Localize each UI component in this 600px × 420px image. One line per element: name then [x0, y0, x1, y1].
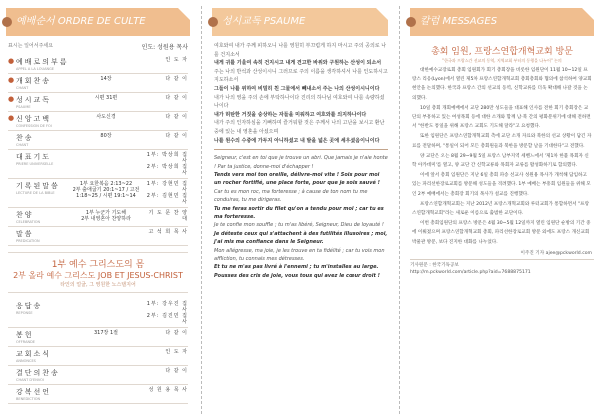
order-detail: 1부 요한복음 2:13~22 2부 출애굽기 20:1~17 / 고전 1:18~25 / 시편 19:1~14	[72, 181, 140, 199]
order-detail: 사도신경	[96, 114, 116, 120]
order-leader: 다 같 이	[165, 133, 188, 139]
order-label-ko: 강복선언	[16, 388, 52, 396]
order-row	[8, 55, 188, 74]
order-of-worship-column	[0, 0, 196, 420]
psalm-verse-fr: Car tu es mon roc, ma forteresse ; à cause de ton nom tu me conduiras, tu me dirigeras.	[214, 188, 368, 204]
order-row	[8, 74, 188, 93]
bullet-icon: ●	[8, 95, 15, 103]
order-leader: 성 원 용 목 사	[148, 387, 188, 393]
order-label	[16, 229, 68, 243]
order-label-fr: BENEDICTION	[16, 397, 41, 401]
order-label	[16, 368, 68, 382]
order-label	[16, 114, 68, 128]
order-detail: 80장	[100, 133, 112, 139]
order-label-ko: 결단의찬송	[16, 369, 60, 377]
order-label	[16, 387, 68, 401]
order-label	[16, 76, 68, 90]
psalm-divider	[214, 149, 388, 150]
order-leader: 다 같 이	[165, 95, 188, 101]
header-dot-icon	[406, 17, 416, 27]
order-label-ko: 개회찬송	[16, 77, 52, 85]
order-leader: 기 도 문 찬 양 대	[148, 210, 188, 222]
order-header-title: 예배순서 ORDRE DE CULTE	[16, 16, 146, 27]
order-label-fr: OFFRANDE	[16, 340, 35, 344]
order-label-fr: REPONSE	[16, 311, 33, 315]
psalm-column	[206, 0, 394, 420]
order-detail: 317장 1절	[94, 330, 118, 336]
order-label	[16, 210, 68, 224]
article-paragraph: 대한예수교장로회 총회 임원회가 회기 총회장을 비롯한 임원단이 11월 10~12일 프랑스 리옹(Lyon)에서 열린 제5차 프랑스연합개혁교회 총회총회와 협의에 참석하여 양교회 현안을 논의했다. 한국과 프랑스 간의 선교의 동역, 신학교류를 더욱 확대해 나갈 것을 논의했다.	[412, 68, 592, 101]
psalm-verse-fr: Tends vers moi ton oreille, délivre-moi vite ! Sois pour moi un rocher fortifié, une place forte, pour que je sois sauvé !	[214, 171, 380, 187]
psalm-verse-fr: Et tu ne m'as pas livré à l'ennemi ; tu m'installes au large. Pousses des cris de joie, vous tous qui avez le cœur droit !	[214, 264, 380, 279]
psalm-verse-fr: Je déteste ceux qui s'attachent à des futilités illusoires ; moi, j'ai mis ma confiance dans le Seigneur.	[214, 230, 388, 246]
preacher-label: 인도: 성원용 목사	[141, 44, 188, 51]
order-label-fr: CONFESSION DE FOI	[16, 124, 52, 128]
order-leader: 다 같 이	[165, 330, 188, 336]
header-corner	[376, 8, 388, 20]
psalm-verse-fr: Seigneur, c'est en toi que je trouve un abri. Que jamais je n'aie honte ! Par ta justice, donne-moi d'échapper !	[214, 155, 388, 170]
header-corner	[178, 8, 190, 20]
order-leader: 인 도 자	[165, 349, 188, 355]
order-subhead	[8, 42, 188, 51]
order-leader: 다 같 이	[165, 76, 188, 82]
article-paragraph: 또한 임원단은 프랑스연합개혁교회 측에 교단 소개 자료와 북한의 선교 상황이 담긴 자료를 전달하며, "통일이 되어 모든 총회원들과 북한을 방문할 날을 기대한다"고 전했다.	[412, 134, 592, 149]
bullet-icon: ●	[8, 57, 15, 65]
order-label-ko: 봉헌	[16, 331, 34, 339]
order-label-fr: CELEBRATION	[16, 220, 41, 224]
psalm-verse-ko: 내가 허탄한 거짓을 숭상하는 자들을 미워하고 여호와를 의지하나이다	[214, 111, 367, 118]
psalm-verse-ko: 내게 귀를 기울여 속히 건지시고 내게 견고한 바위와 구원하는 산성이 되소서	[214, 60, 382, 67]
psalm-verse-fr: Mon allégresse, ma joie, je les trouve en ta fidélité ; car tu vois mon affliction, tu connais mes détresses.	[214, 247, 385, 262]
order-row	[8, 385, 188, 404]
psalm-korean	[214, 42, 388, 145]
sermon-subtitle: 타인의 얼굴, 그 영원한 노스탤지어	[60, 282, 136, 288]
bullet-icon: ●	[8, 76, 15, 84]
order-detail: 시편 31편	[94, 95, 118, 101]
bullet-icon: ●	[8, 114, 15, 122]
header-dot-icon	[2, 17, 12, 27]
order-leader: 1부: 강현민 집사 2부: 김현민 집사	[146, 181, 188, 205]
order-label-fr: PRIERE UNIVERSELLE	[16, 162, 54, 166]
column-divider	[399, 6, 400, 414]
psalm-header	[212, 8, 388, 36]
psalm-french	[214, 154, 388, 280]
psalm-header-title: 성시교독 PSAUME	[222, 16, 306, 27]
order-label	[16, 181, 68, 195]
psalm-verse-ko: 나를 원수의 수중에 가두지 아니하셨고 내 발을 넓은 곳에 세우셨음이니이다	[214, 137, 380, 144]
article-paragraph: 이번 총회임원단의 프랑스 방문은 4월 30~5월 12일까지 열린 임원단 순방의 기간 중에 이뤄졌으며 프랑스연합개혁교회 총회, 파리선한장로교회 방문 외에도 프랑스 개신교회 박물관 방문, 보다 진지한 대화를 나누었다.	[412, 221, 591, 245]
article-subtitle: "한국과 프랑스간 선교의 동역, 지역교회 부터의 동행을 나누어" 논의	[442, 58, 562, 63]
article-body	[412, 66, 592, 247]
sermon-banner	[8, 252, 188, 293]
order-label-ko: 말씀	[16, 230, 34, 238]
order-label-ko: 예배로의부름	[16, 58, 69, 66]
order-label-fr: LECTURE DE LA BIBLE	[16, 191, 55, 195]
psalm-verse-ko: 내가 나의 영을 주의 손에 부탁하나이다 진리의 하나님 여호와여 나를 속량하셨나이다	[214, 94, 385, 110]
order-label-ko: 교회소식	[16, 350, 52, 358]
order-leader: 1부: 박상희 집사 2부: 박상희 집사	[146, 152, 188, 176]
order-row	[8, 208, 188, 227]
order-label	[16, 330, 68, 344]
order-leader: 다 같 이	[165, 368, 188, 374]
order-row	[8, 150, 188, 179]
sermon-title-2: 2부 올라 예수 그리스도 JOB ET JESUS-CHRIST	[13, 271, 183, 280]
order-leader: 인 도 자	[165, 57, 188, 63]
order-leader: 고 석 희 목 사	[148, 229, 188, 235]
order-row	[8, 328, 188, 347]
article-author: 이주진 기자 ajee@pckworld.com	[520, 250, 592, 256]
order-list-after-sermon	[8, 299, 188, 404]
article-source	[410, 259, 594, 276]
order-label-ko: 대표기도	[16, 153, 52, 161]
order-label-fr: ANNONCES	[16, 359, 36, 363]
psalm-verse-ko: 주는 나의 반석과 산성이시니 그러므로 주의 이름을 생각하셔서 나를 인도하시고 지도하소서	[214, 68, 388, 84]
coffee-cup-icon	[582, 8, 594, 20]
psalm-verse-fr: Tu me feras sortir du filet qu'on a tendu pour moi ; car tu es ma forteresse.	[214, 205, 384, 220]
article-source-text: 기사원문 : 한국기독공보 http://m.pckworld.com/article.php?aid=7688875171	[410, 262, 531, 275]
sermon-title-1: 1부 예수 그리스도의 몸	[51, 260, 145, 270]
order-leader: 다 같 이	[165, 114, 188, 120]
order-label	[16, 349, 68, 363]
order-row	[8, 347, 188, 366]
article-paragraph: 양 교단은 오는 8월 29~9월 5일 프랑스 남부지역 세벤느에서 '제1차 한불 목회자 신학 아카데미'를 열고, 양 교단 간 신학교류와 목회자 교류를 활성화하기로 합의했다.	[412, 153, 589, 169]
header-dot-icon	[208, 17, 218, 27]
order-label-fr: PSAUME	[16, 105, 31, 109]
order-leader: 1부: 강우진 집사 2부: 김진민 집사	[146, 301, 188, 325]
psalm-verse-ko: 여호와여 내가 주께 피하오니 나를 영원히 부끄럽게 하지 마시고 주의 공의로 나를 건지소서	[214, 43, 387, 58]
order-label	[16, 95, 68, 109]
order-label-fr: CHANT D'ENVOI	[16, 378, 44, 382]
order-label	[16, 301, 68, 315]
order-detail: 1부 누군가 기도해 2부 내영혼아 찬양하라	[81, 210, 131, 222]
order-label-ko: 신앙고백	[16, 115, 52, 123]
order-row	[8, 131, 188, 150]
messages-column	[404, 0, 600, 420]
order-row	[8, 299, 188, 328]
article-paragraph: 이에 앞서 총회 임원단은 지난 6일 총회 파송 선교사 성원용 목사가 개척해 담임하고 있는 파리선한장로교회를 방문해 성도들을 격려했다. 1부 예배는 부흥회 임원들을 위해 모인 2부 예배에서는 총회장 회기의 목사가 설교를 진행했다.	[412, 173, 591, 197]
order-row	[8, 112, 188, 131]
order-label	[16, 133, 68, 147]
order-row	[8, 93, 188, 112]
order-label	[16, 152, 68, 166]
column-divider	[201, 6, 202, 414]
order-label-fr: APPEL A LA LOUANGE	[16, 67, 55, 71]
order-row	[8, 366, 188, 385]
psalm-verse-ko: 내가 주의 인자하심을 기뻐하며 즐거워할 것은 주께서 나의 고난을 보시고 환난 중에 있는 내 영혼을 아셨으며	[214, 120, 385, 135]
order-label-ko: 찬송	[16, 134, 34, 142]
article-title: 총회 임원, 프랑스연합개혁교회 방문	[431, 47, 573, 57]
order-header	[6, 8, 190, 36]
order-label-ko: 성시교독	[16, 96, 52, 104]
psalm-verse-fr: Je te confie mon souffle ; tu m'as libéré, Seigneur, Dieu de loyauté !	[214, 222, 384, 229]
order-label-ko: 응답송	[16, 302, 43, 310]
order-label-fr: CHANT	[16, 143, 29, 147]
messages-header-title: 칼럼 MESSAGES	[420, 16, 498, 27]
standing-note: 표시는 일어서주세요	[8, 43, 54, 49]
order-label	[16, 57, 68, 71]
order-row	[8, 179, 188, 208]
order-label-ko: 기록된말씀	[16, 182, 60, 190]
order-label-ko: 찬양	[16, 211, 34, 219]
article-paragraph: 프랑스연합개혁교회는 지난 2012년 프랑스개혁교회와 루터교회가 통합하면서 "프랑스연합개혁교회"라는 새로운 이름으로 출범한 교단이다.	[412, 201, 590, 217]
messages-header	[410, 8, 594, 36]
order-label-fr: CHANT	[16, 86, 29, 90]
order-label-fr: PREDICATION	[16, 239, 40, 243]
order-row	[8, 227, 188, 246]
order-detail: 14장	[100, 76, 112, 82]
article-paragraph: 10일 총회 개회예배에서 교단 280만 성도들을 대표해 인사를 전한 회기 총회장은 교단의 부흥하고 있는 여성목회 등에 대한 소개와 함께 남·북 간의 평화분위기에 대해 전하면서 "한반도 통일을 위해 프랑스 교회도 기도해 달라"고 요청했다.	[412, 105, 591, 130]
psalm-verse-ko: 그들이 나를 위하여 비밀히 친 그물에서 빼내소서 주는 나의 산성이시니이다	[214, 85, 380, 92]
order-list	[8, 55, 188, 246]
